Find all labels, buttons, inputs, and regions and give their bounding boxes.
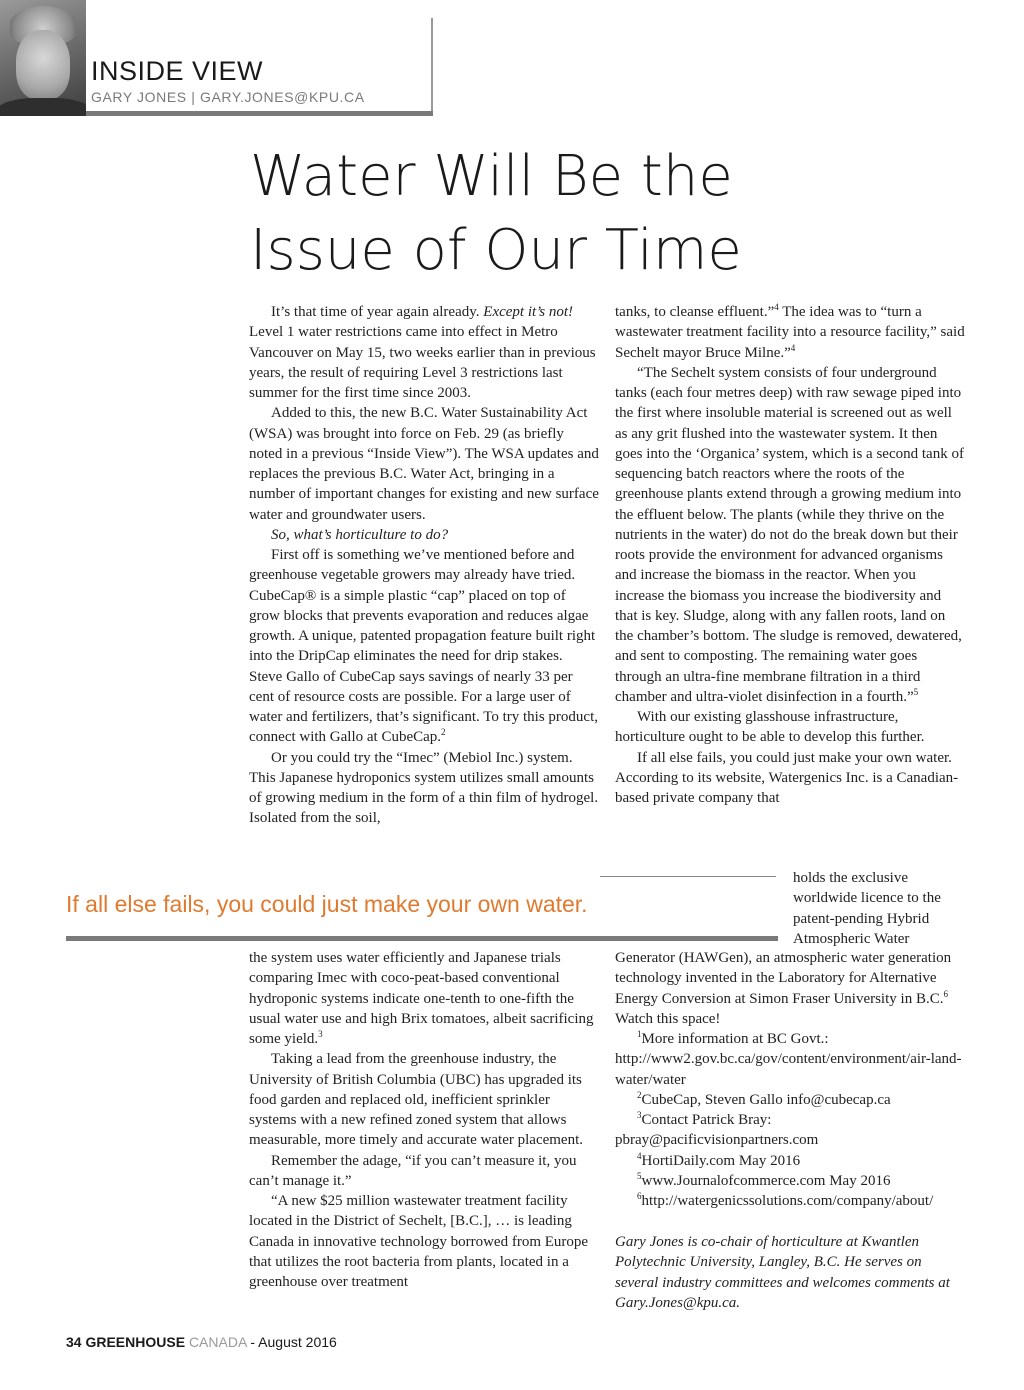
footnote: $^3$Contact Patrick Bray: pbray@pacificvisionpartners.com [615, 1110, 819, 1149]
article-title [250, 140, 970, 288]
paragraph: It’s that time of year again already. Except it’s not! Level 1 water restrictions came into effect in Metro Vancouver on May 15, two weeks earlier than in previous years, the result of requiring Level 3 restrictions last summer for the first time since 2003. [249, 304, 596, 401]
paragraph: the system uses water efficiently and Japanese trials comparing Imec with coco-peat-based conventional hydroponic systems indicate one-tenth to one-fifth the usual water use and high Brix tomatoes, albeit sacrificing some yield.$^3$ [249, 950, 594, 1047]
column-2-narrow [793, 868, 968, 949]
header-divider-horizontal [86, 111, 433, 116]
footnote-ref: 6 [943, 988, 948, 999]
article-title-line-2: Issue of Our Time [250, 218, 742, 283]
pull-quote-rule-bottom [66, 936, 778, 941]
paragraph: Generator (HAWGen), an atmospheric water generation technology invented in the Laboratory for Alternative Energy Conversion at Simon Fraser University in B.C.$^6$ Watch this space! [615, 950, 952, 1027]
footnote-ref: 5 [913, 686, 919, 697]
paragraph: First off is something we’ve mentioned before and greenhouse vegetable growers may already have tried. CubeCap® is a simple plastic “cap” placed on top of grow blocks that prevents evaporation and reduces algae growth. A unique, patented propagation feature built right into the DripCap eliminates the need for drip stakes. Steve Gallo of CubeCap says savings of nearly 33 per cent of resource costs are possible. For a large user of water and fertilizers, that’s significant. To try this product, connect with Gallo at CubeCap.$^2$ [249, 547, 598, 746]
byline: GARY JONES | GARY.JONES@KPU.CA [91, 89, 365, 105]
paragraph: Taking a lead from the greenhouse industry, the University of British Columbia (UBC) has upgraded its food garden and replaced old, inefficient sprinkler systems with a new refined zoned system that allows measurable, more timely and accurate water placement. [249, 1051, 583, 1149]
footnote: $^5$www.Journalofcommerce.com May 2016 [637, 1170, 891, 1189]
author-bio: Gary Jones is co-chair of horticulture at Kwantlen Polytechnic University, Langley, B.C. He serves on several industry committees and welcomes comments at Gary.Jones@kpu.ca. [615, 1234, 950, 1311]
author-photo-shoulders [0, 98, 86, 116]
pull-quote: If all else fails, you could just make your own water. [66, 891, 588, 917]
paragraph: If all else fails, you could just make your own water. According to its website, Watergenics Inc. is a Canadian-based private company that [615, 749, 959, 806]
paragraph: “The Sechelt system consists of four underground tanks (each four metres deep) with raw sewage piped into the first where insoluble material is screened out as well as any grit flushed into the wastewater system. It then goes into the ‘Organica’ system, which is a second tank of sequencing batch reactors where the roots of the greenhouse plants extend through a growing medium into the effluent below. The plants (while they thrive on the nutrients in the water) do not do the break down but their roots provide the environment for advanced organisms and increase the biomass in the reactor. When you increase the biomass you increase the biodiversity and that is key. Sludge, along with any fallen roots, land on the chamber’s bottom. The sludge is removed, dewatered, and sent to composting. The remaining water goes through an ultra-fine membrane filtration in a third chamber and ultra-violet disinfection in a fourth.”$^5$ [615, 364, 964, 705]
footnote-ref: 3 [318, 1029, 323, 1039]
paragraph: Remember the adage, “if you can’t measure it, you can’t manage it.” [249, 1152, 577, 1189]
paragraph: Or you could try the “Imec” (Mebiol Inc.) system. This Japanese hydroponics system utilizes small amounts of growing medium in the form of a thin film of hydrogel. Isolated from the soil, [249, 749, 599, 827]
magazine-name-suffix: CANADA [188, 1334, 247, 1350]
paragraph: Added to this, the new B.C. Water Sustainability Act (WSA) was brought into force on Feb. 29 (as briefly noted in a previous “Inside View”). The WSA updates and replaces the previous B.C. Water Act, bringing in a number of important changes for existing and new surface water and groundwater users. [249, 405, 599, 523]
issue-date: - August 2016 [250, 1334, 337, 1350]
column-2-bottom [615, 948, 965, 1211]
column-1-top [249, 302, 599, 829]
footnote-ref: 4 [774, 302, 779, 312]
article-title-line-1: Water Will Be the [250, 144, 733, 209]
section-label: INSIDE VIEW [91, 56, 264, 86]
magazine-name: GREENHOUSE [85, 1334, 186, 1350]
page-footer [66, 1335, 337, 1349]
page-number: 34 [66, 1334, 82, 1350]
pull-quote-rule-top [600, 876, 776, 877]
column-2-top [615, 302, 965, 808]
footnote: $^2$CubeCap, Steven Gallo info@cubecap.ca [637, 1089, 891, 1108]
author-photo-face [16, 30, 70, 100]
header-divider-vertical [431, 18, 433, 116]
author-photo [0, 0, 86, 116]
paragraph: With our existing glasshouse infrastructure, horticulture ought to be able to develop this further. [615, 709, 925, 746]
paragraph: “A new $25 million wastewater treatment facility located in the District of Sechelt, [B.C.], … is leading Canada in innovative technology borrowed from Europe that utilizes the root bacteria from plants, located in a greenhouse over treatment [249, 1193, 589, 1290]
footnote: $^4$HortiDaily.com May 2016 [637, 1150, 801, 1169]
footnote: $^6$http://watergenicssolutions.com/company/about/ [637, 1191, 934, 1209]
paragraph-question: So, what’s horticulture to do? [271, 526, 449, 543]
paragraph: holds the exclusive worldwide licence to the patent-pending Hybrid Atmospheric Water [793, 870, 941, 947]
column-1-bottom [249, 948, 599, 1292]
footnote: $^1$More information at BC Govt.: http://www2.gov.bc.ca/gov/content/environment/air-land-water/water [615, 1029, 962, 1088]
paragraph: tanks, to cleanse effluent.”$^4$ The idea was to “turn a wastewater treatment facility into a resource facility,” said Sechelt mayor Bruce Milne.”$^4$ [615, 302, 965, 361]
footnote-ref: 4 [790, 342, 796, 353]
footnote-ref: 2 [441, 727, 446, 738]
